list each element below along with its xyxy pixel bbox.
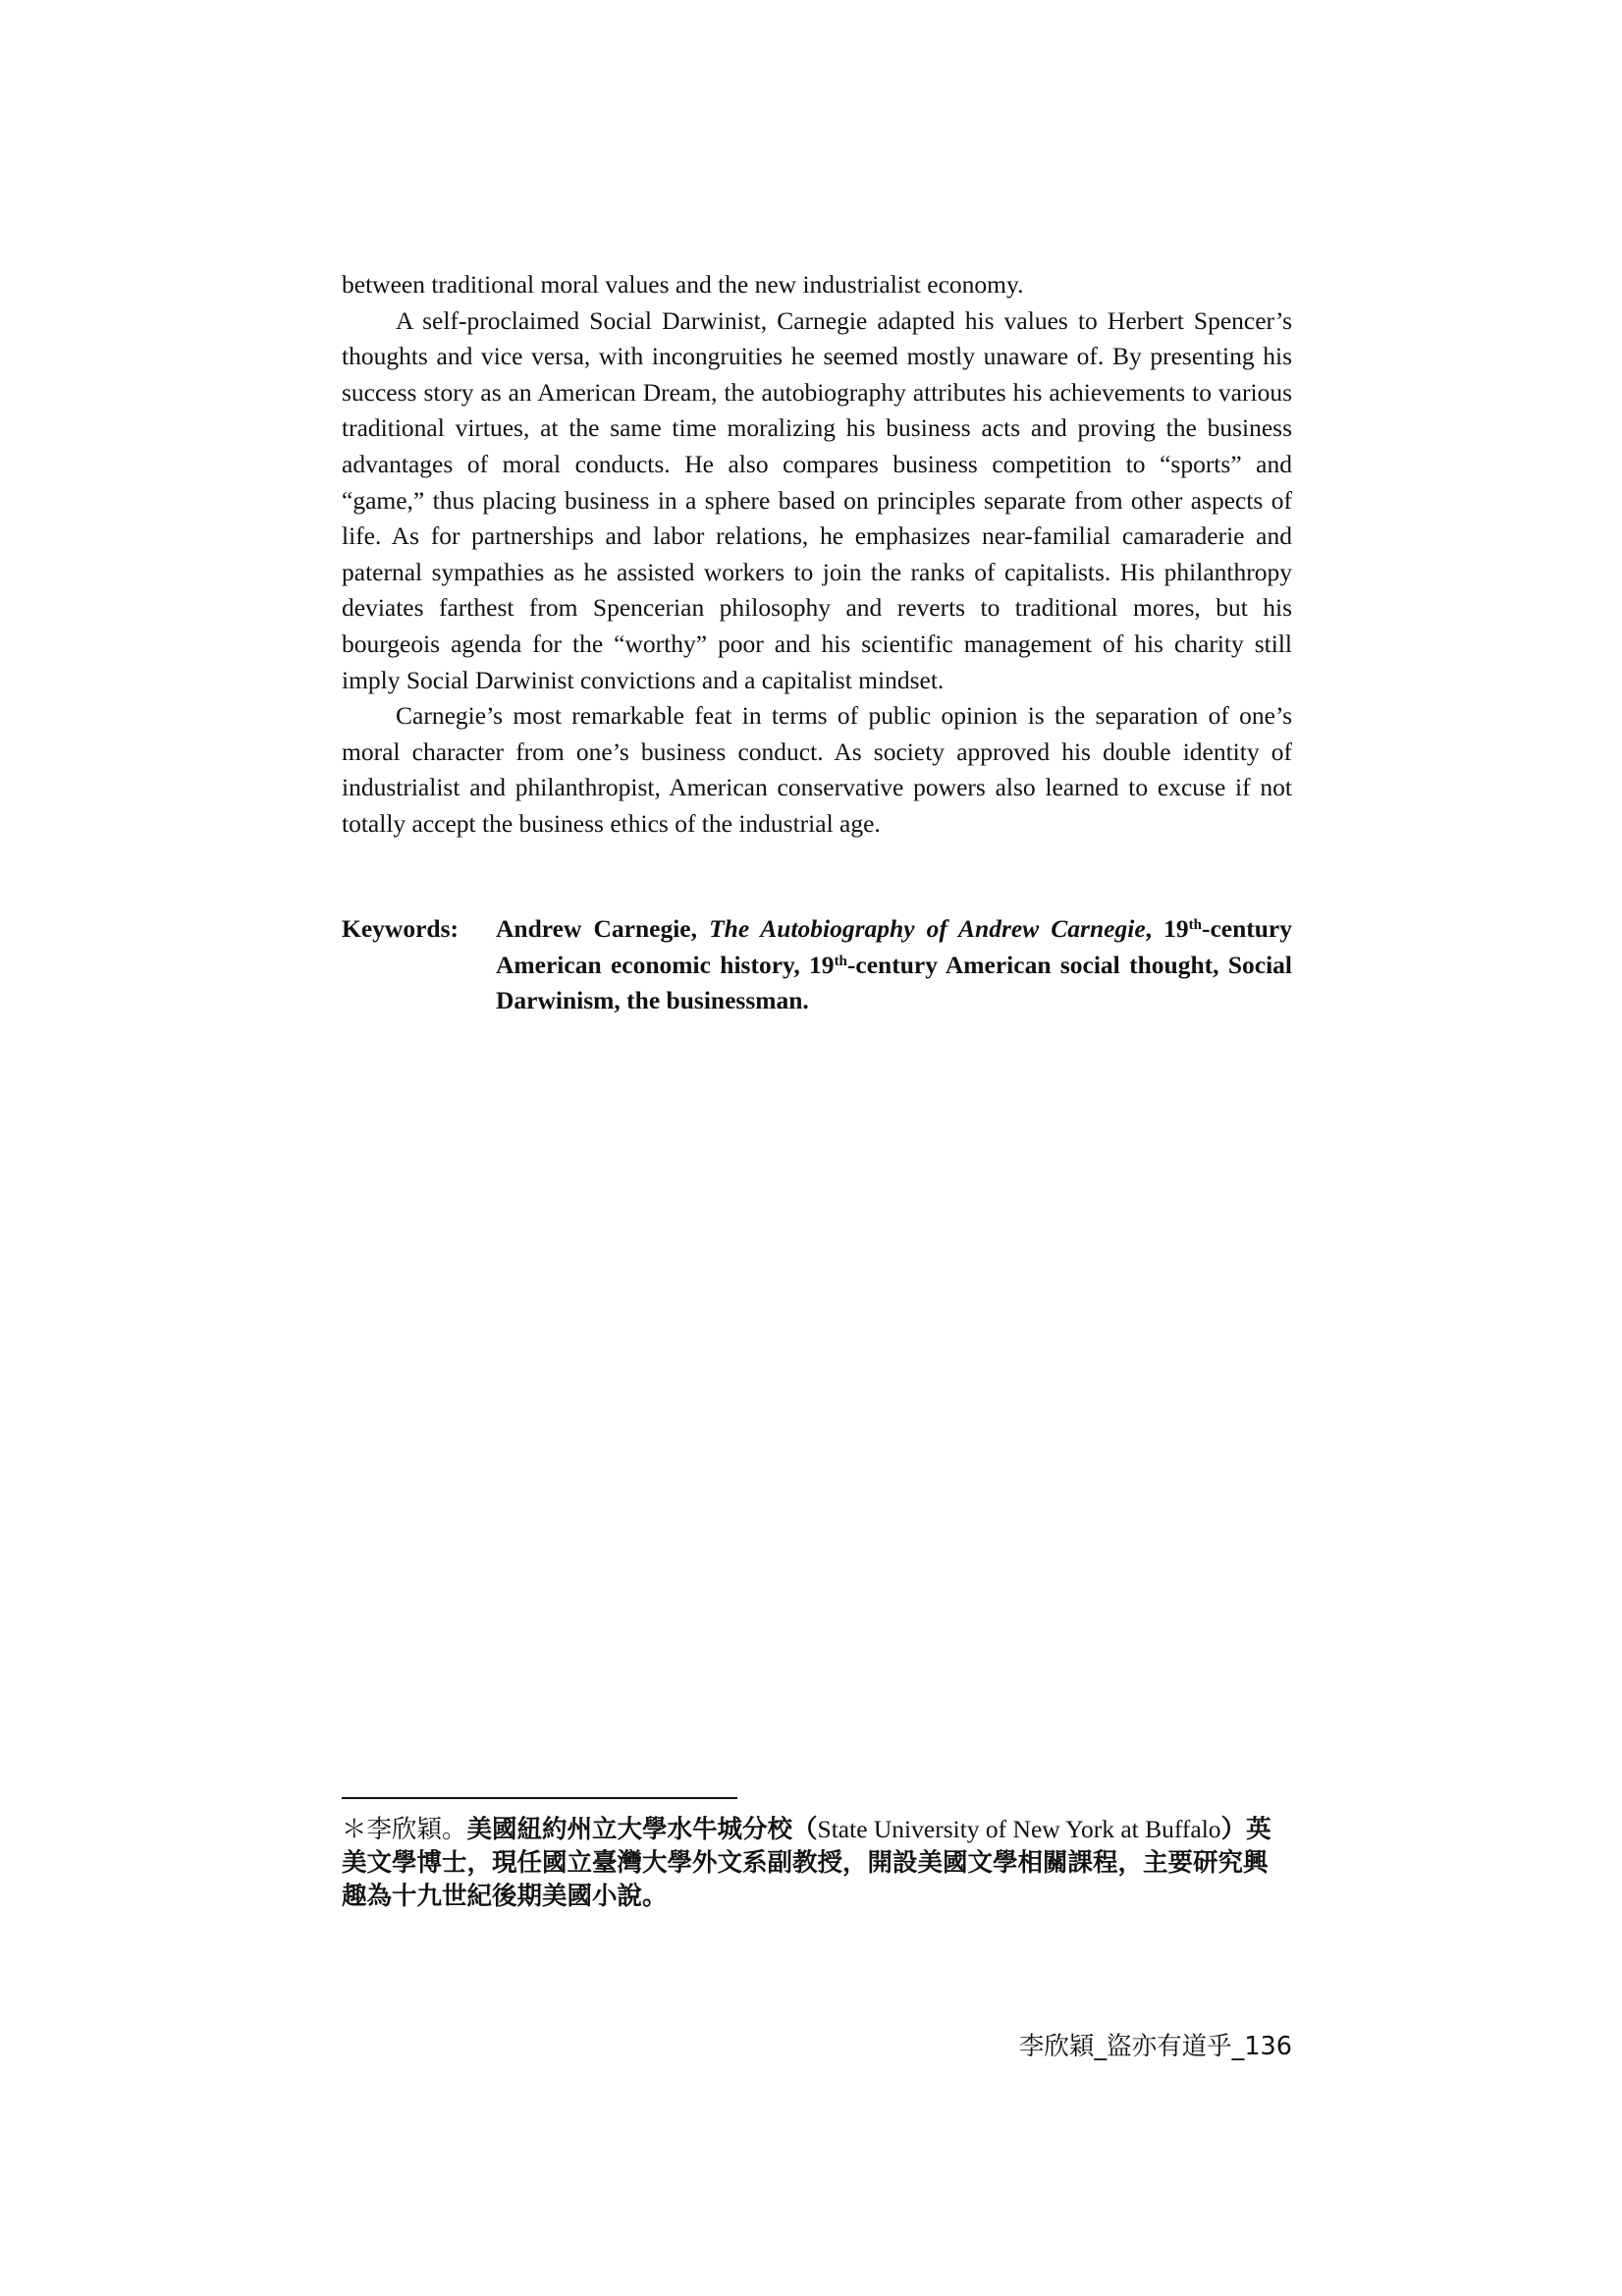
footnote-affiliation: 美國紐約州立大學水牛城分校（	[466, 1815, 818, 1844]
paragraph-social-darwinism: A self-proclaimed Social Darwinist, Carnegie adapted his values to Herbert Spencer’s thoughts and vice versa, with incongruities he seemed mostly unaware of. By presenting his success story as an American Dream, the autobiography attributes his achievements to various traditional virtues, at the same time moralizing his business acts and proving the business advantages of moral conducts. He also compares business competition to “sports” and “game,” thus placing business in a sphere based on principles separate from other aspects of life. As for partnerships and labor relations, he emphasizes near-familial camaraderie and paternal sympathies as he assisted workers to join the ranks of capitalists. His philanthropy deviates farthest from Spencerian philosophy and reverts to traditional mores, but his bourgeois agenda for the “worthy” poor and his scientific management of his charity still imply Social Darwinist convictions and a capitalist mindset.	[342, 305, 1292, 694]
keyword-part: Andrew Carnegie,	[496, 914, 710, 943]
body-text	[342, 267, 1292, 843]
ordinal-superscript: th	[1188, 916, 1202, 933]
paragraph-public-opinion: Carnegie’s most remarkable feat in terms of public opinion is the separation of one’s moral character from one’s business conduct. As society approved his double identity of industrialist and philanthropist, American conservative powers also learned to excuse if not totally accept the business ethics of the industrial age.	[342, 701, 1292, 838]
keyword-part: -century American economic history, 19	[496, 914, 1293, 979]
footnote-marker: ＊李欣穎。	[342, 1815, 467, 1844]
keywords-label: Keywords:	[342, 914, 459, 943]
footnote-university-english: State University of New York at Buffalo	[817, 1815, 1221, 1843]
keyword-part: , 19	[1145, 914, 1189, 943]
ordinal-superscript: th	[834, 953, 847, 969]
keyword-part: -century American social thought, Social Darwinism, the businessman.	[496, 950, 1292, 1015]
author-footnote	[342, 1813, 1292, 1913]
footnote-divider	[342, 1797, 737, 1799]
keywords-block	[342, 911, 1292, 1019]
keyword-book-title: The Autobiography of Andrew Carnegie	[709, 914, 1146, 943]
paragraph-continuation: between traditional moral values and the new industrialist economy.	[342, 270, 1024, 299]
running-footer: 李欣穎_盜亦有道乎_136	[1018, 2032, 1292, 2061]
keywords-list	[496, 911, 1292, 1019]
footnote-bio: ）英美文學博士，現任國立臺灣大學外文系副教授，開設美國文學相關課程，主要研究興趣為十九世紀後期美國小說。	[342, 1815, 1271, 1911]
